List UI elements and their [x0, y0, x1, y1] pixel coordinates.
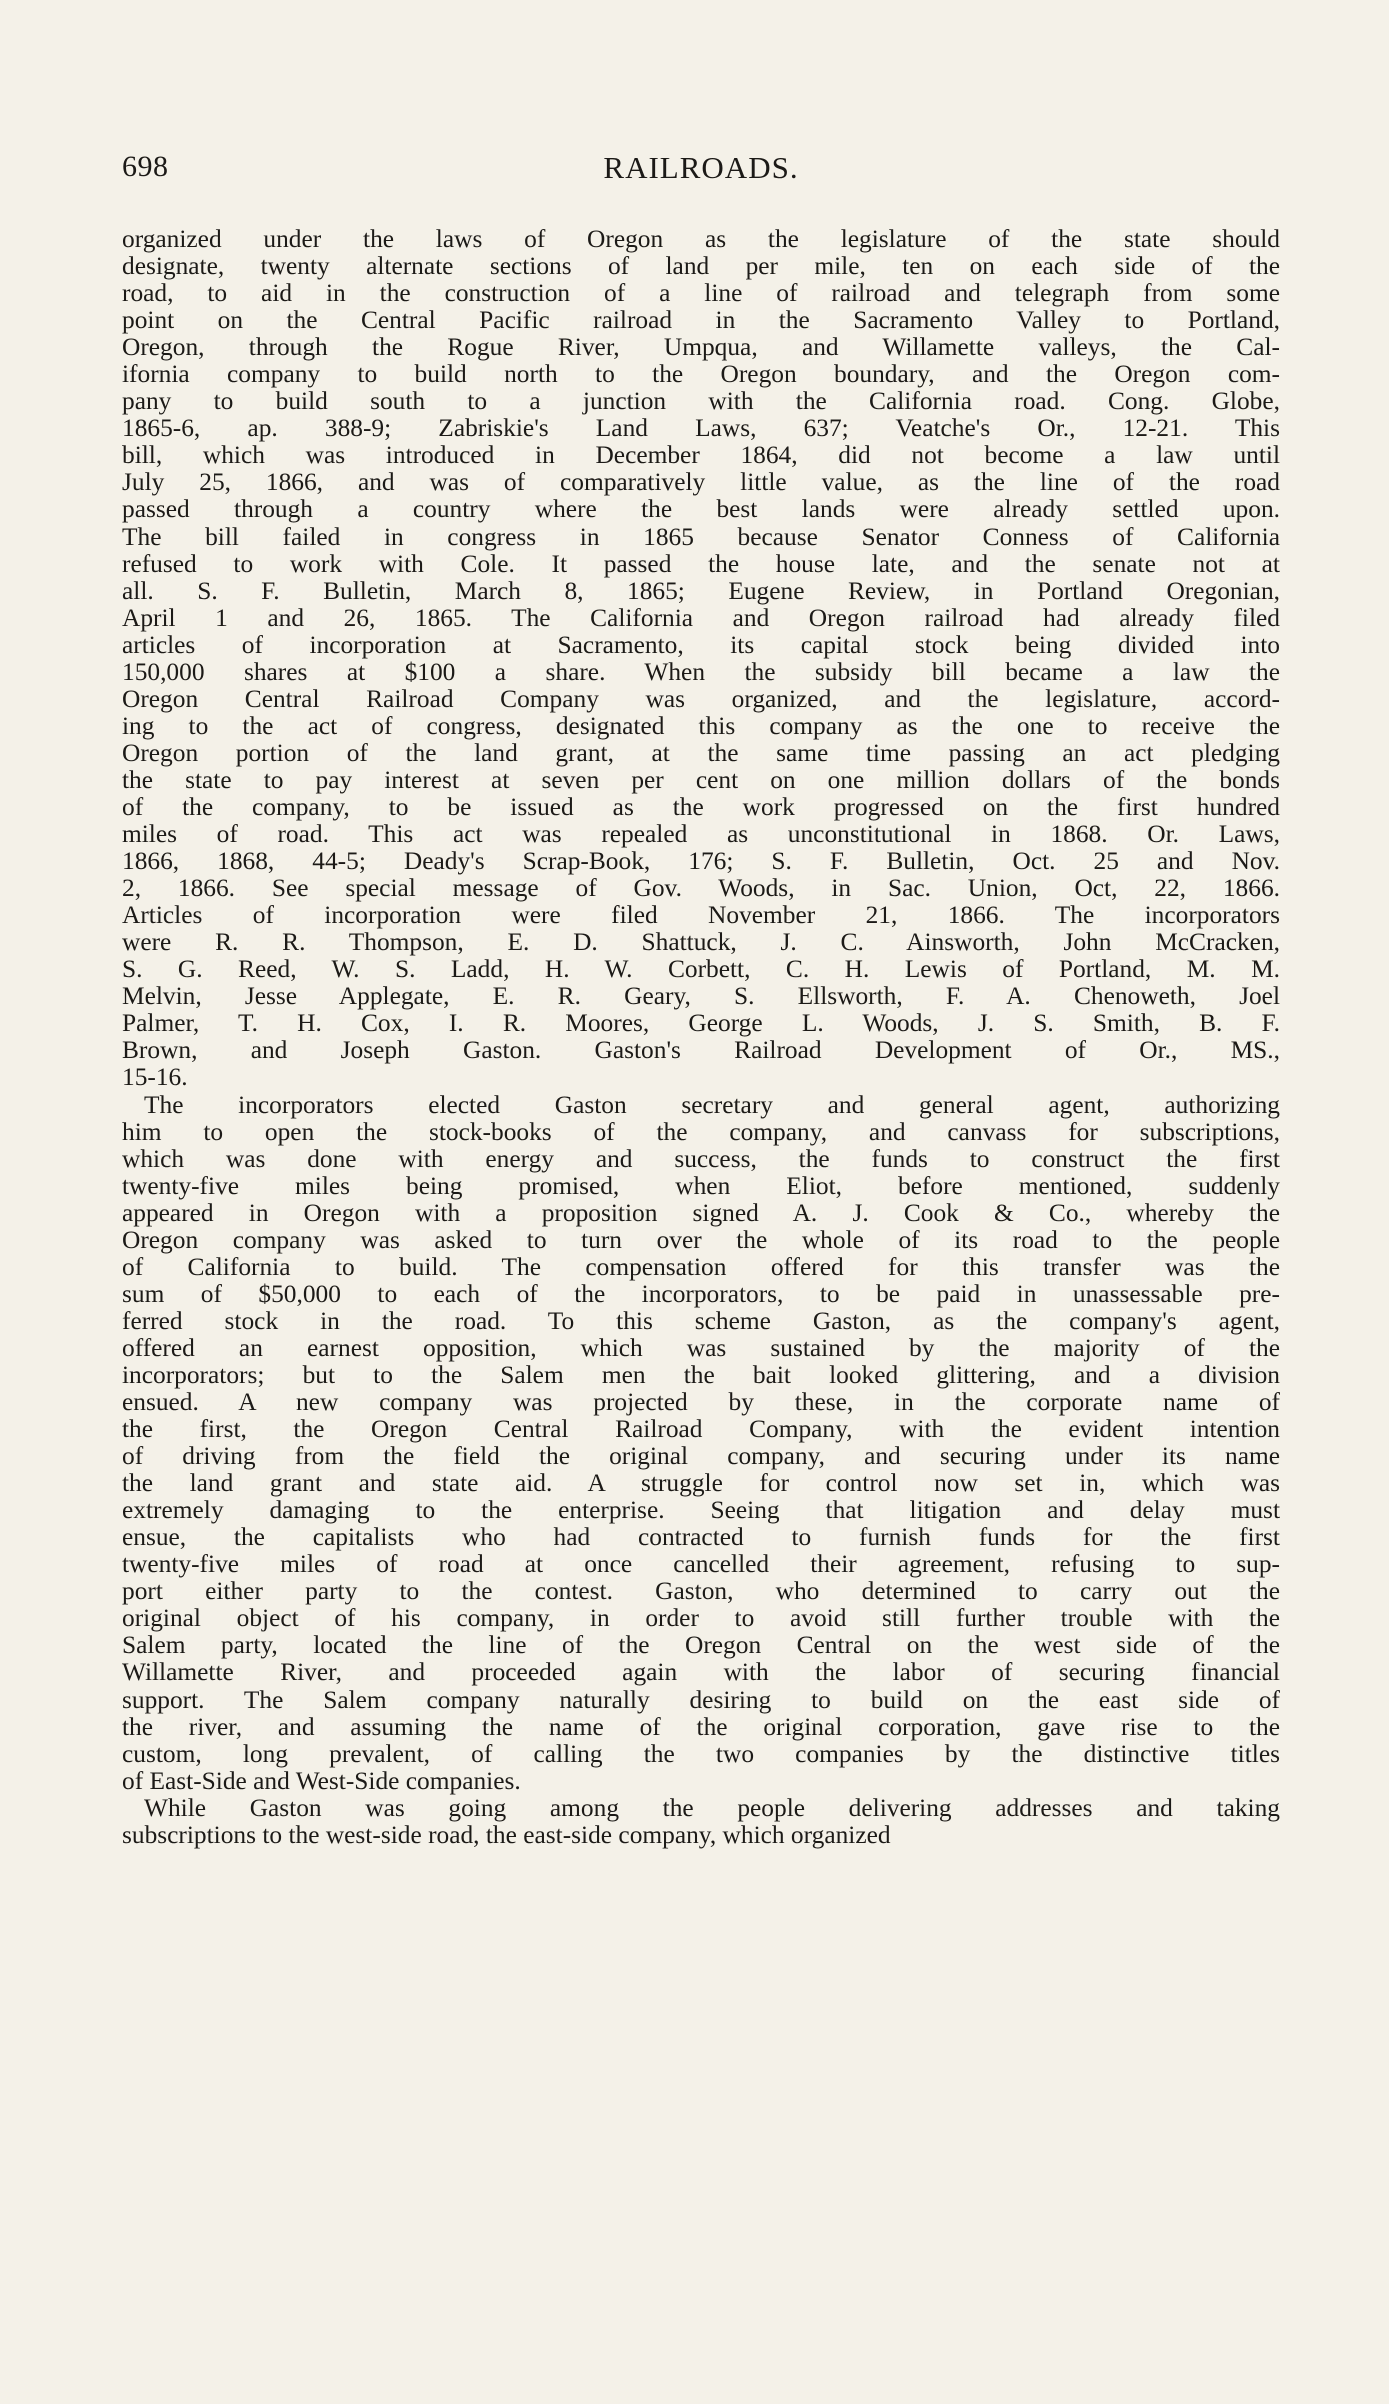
text-line: The bill failed in congress in 1865 because Senator Conness of California: [122, 522, 1280, 551]
text-line: Melvin, Jesse Applegate, E. R. Geary, S. Ellsworth, F. A. Chenoweth, Joel: [122, 982, 1280, 1011]
text-line: port either party to the contest. Gaston, who determined to carry out the: [122, 1577, 1280, 1606]
text-line: Willamette River, and proceeded again with the labor of securing financial: [122, 1658, 1280, 1687]
text-line: S. G. Reed, W. S. Ladd, H. W. Corbett, C. H. Lewis of Portland, M. M.: [122, 955, 1280, 984]
text-line: articles of incorporation at Sacramento, its capital stock being divided into: [122, 630, 1280, 659]
text-line: twenty-five miles being promised, when Eliot, before mentioned, suddenly: [122, 1171, 1280, 1200]
book-page: [122, 0, 1280, 2404]
text-line: incorporators; but to the Salem men the bait looked glittering, and a division: [122, 1360, 1280, 1389]
text-line: 15-16.: [122, 1063, 188, 1092]
text-line: Oregon company was asked to turn over the whole of its road to the people: [122, 1225, 1280, 1254]
text-line: twenty-five miles of road at once cancelled their agreement, refusing to sup-: [122, 1550, 1280, 1579]
text-line: ifornia company to build north to the Oregon boundary, and the Oregon com-: [122, 360, 1280, 389]
text-line: Oregon, through the Rogue River, Umpqua, and Willamette valleys, the Cal-: [122, 333, 1280, 362]
body-text: [122, 226, 1280, 1849]
text-line: Oregon Central Railroad Company was organized, and the legislature, accord-: [122, 684, 1280, 713]
text-line: Articles of incorporation were filed November 21, 1866. The incorporators: [122, 901, 1280, 930]
page-header: [122, 150, 1280, 190]
text-line: point on the Central Pacific railroad in the Sacramento Valley to Portland,: [122, 306, 1280, 335]
text-line: Palmer, T. H. Cox, I. R. Moores, George L. Woods, J. S. Smith, B. F.: [122, 1009, 1280, 1038]
text-line: While Gaston was going among the people delivering addresses and taking: [144, 1793, 1280, 1822]
text-line: the first, the Oregon Central Railroad Company, with the evident intention: [122, 1415, 1280, 1444]
text-line: all. S. F. Bulletin, March 8, 1865; Eugene Review, in Portland Oregonian,: [122, 576, 1280, 605]
text-line: April 1 and 26, 1865. The California and Oregon railroad had already filed: [122, 603, 1280, 632]
text-line: ensued. A new company was projected by these, in the corporate name of: [122, 1388, 1280, 1417]
text-line: the land grant and state aid. A struggle for control now set in, which was: [122, 1469, 1280, 1498]
text-line: 1865-6, ap. 388-9; Zabriskie's Land Laws, 637; Veatche's Or., 12-21. This: [122, 414, 1280, 443]
text-line: extremely damaging to the enterprise. Seeing that litigation and delay must: [122, 1496, 1280, 1525]
text-line: 2, 1866. See special message of Gov. Woods, in Sac. Union, Oct, 22, 1866.: [122, 874, 1280, 903]
text-line: custom, long prevalent, of calling the two companies by the distinctive titles: [122, 1739, 1280, 1768]
text-line: the state to pay interest at seven per cent on one million dollars of the bonds: [122, 765, 1280, 794]
text-line: Salem party, located the line of the Oregon Central on the west side of the: [122, 1631, 1280, 1660]
text-line: Oregon portion of the land grant, at the same time passing an act pledging: [122, 738, 1280, 767]
text-line: support. The Salem company naturally desiring to build on the east side of: [122, 1685, 1280, 1714]
text-line: refused to work with Cole. It passed the house late, and the senate not at: [122, 549, 1280, 578]
text-line: offered an earnest opposition, which was sustained by the majority of the: [122, 1333, 1280, 1362]
text-line: original object of his company, in order to avoid still further trouble with the: [122, 1604, 1280, 1633]
text-line: sum of $50,000 to each of the incorporators, to be paid in unassessable pre-: [122, 1279, 1280, 1308]
text-line: pany to build south to a junction with the California road. Cong. Globe,: [122, 387, 1280, 416]
text-line: of California to build. The compensation offered for this transfer was the: [122, 1252, 1280, 1281]
text-line: subscriptions to the west-side road, the east-side company, which organized: [122, 1820, 891, 1849]
text-line: of the company, to be issued as the work progressed on the first hundred: [122, 792, 1280, 821]
text-line: road, to aid in the construction of a line of railroad and telegraph from some: [122, 279, 1280, 308]
text-line: the river, and assuming the name of the original corporation, gave rise to the: [122, 1712, 1280, 1741]
text-line: Brown, and Joseph Gaston. Gaston's Railroad Development of Or., MS.,: [122, 1036, 1280, 1065]
text-line: which was done with energy and success, the funds to construct the first: [122, 1144, 1280, 1173]
text-line: were R. R. Thompson, E. D. Shattuck, J. C. Ainsworth, John McCracken,: [122, 928, 1280, 957]
text-line: organized under the laws of Oregon as the legislature of the state should: [122, 225, 1280, 253]
text-line: designate, twenty alternate sections of land per mile, ten on each side of the: [122, 252, 1280, 281]
text-line: ferred stock in the road. To this scheme Gaston, as the company's agent,: [122, 1306, 1280, 1335]
text-line: The incorporators elected Gaston secretary and general agent, authorizing: [144, 1090, 1280, 1119]
text-line: bill, which was introduced in December 1864, did not become a law until: [122, 441, 1280, 470]
text-line: of driving from the field the original company, and securing under its name: [122, 1442, 1280, 1471]
page-number: 698: [122, 150, 169, 183]
text-line: ensue, the capitalists who had contracted to furnish funds for the first: [122, 1523, 1280, 1552]
text-line: 150,000 shares at $100 a share. When the subsidy bill became a law the: [122, 657, 1280, 686]
text-line: July 25, 1866, and was of comparatively little value, as the line of the road: [122, 468, 1280, 497]
text-line: of East-Side and West-Side companies.: [122, 1766, 521, 1795]
text-line: ing to the act of congress, designated this company as the one to receive the: [122, 711, 1280, 740]
text-line: 1866, 1868, 44-5; Deady's Scrap-Book, 176; S. F. Bulletin, Oct. 25 and Nov.: [122, 847, 1280, 876]
running-head: RAILROADS.: [603, 150, 799, 185]
text-line: passed through a country where the best lands were already settled upon.: [122, 495, 1280, 524]
text-line: him to open the stock-books of the company, and canvass for subscriptions,: [122, 1117, 1280, 1146]
text-line: appeared in Oregon with a proposition signed A. J. Cook & Co., whereby the: [122, 1198, 1280, 1227]
text-line: miles of road. This act was repealed as unconstitutional in 1868. Or. Laws,: [122, 820, 1280, 849]
